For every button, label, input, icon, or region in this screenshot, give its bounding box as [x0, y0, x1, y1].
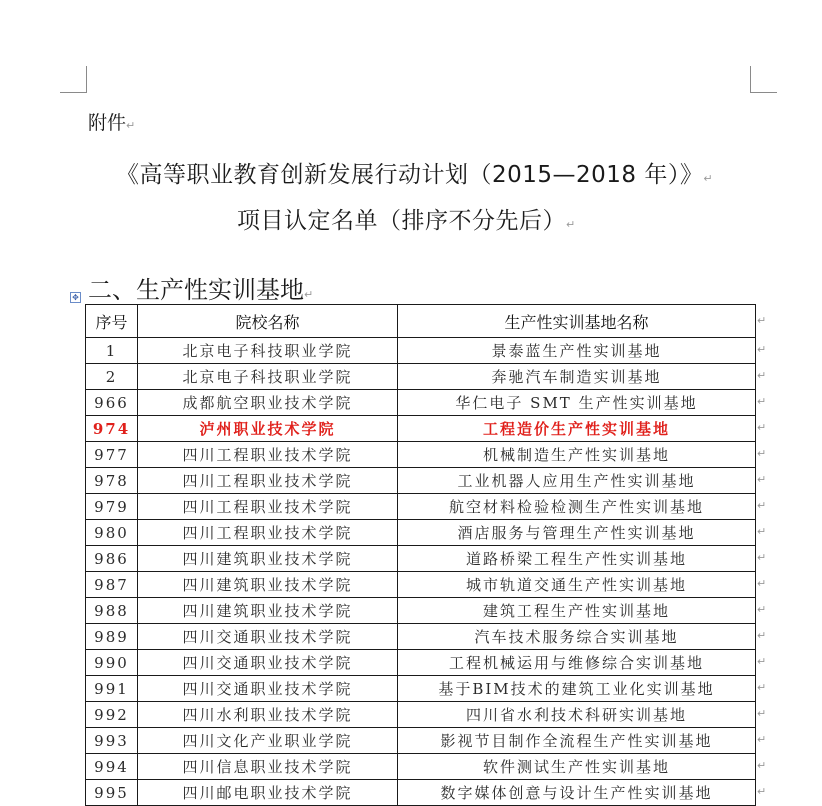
cell-no: 989 [86, 624, 138, 650]
cell-base: 建筑工程生产性实训基地 [398, 598, 756, 624]
table-row [86, 494, 756, 520]
cell-base: 城市轨道交通生产性实训基地 [398, 572, 756, 598]
cell-base: 奔驰汽车制造实训基地 [398, 364, 756, 390]
cell-school: 四川邮电职业技术学院 [138, 780, 398, 806]
row-end-mark: ↵ [757, 395, 767, 408]
cell-no: 992 [86, 702, 138, 728]
cell-school: 泸州职业技术学院 [138, 416, 398, 442]
cell-no: 978 [86, 468, 138, 494]
row-end-mark: ↵ [757, 603, 767, 616]
cell-school: 四川工程职业技术学院 [138, 520, 398, 546]
cell-no: 974 [86, 416, 138, 442]
cell-base: 影视节目制作全流程生产性实训基地 [398, 728, 756, 754]
cell-no: 995 [86, 780, 138, 806]
row-end-mark: ↵ [757, 551, 767, 564]
cell-school: 成都航空职业技术学院 [138, 390, 398, 416]
row-end-mark: ↵ [757, 525, 767, 538]
table-row [86, 390, 756, 416]
row-end-mark: ↵ [757, 785, 767, 798]
row-end-mark: ↵ [757, 655, 767, 668]
paragraph-mark: ↵ [703, 172, 714, 185]
cell-base: 华仁电子 SMT 生产性实训基地 [398, 390, 756, 416]
move-handle-icon[interactable]: ✥ [70, 292, 81, 303]
cell-base: 软件测试生产性实训基地 [398, 754, 756, 780]
header-no: 序号 [86, 305, 138, 338]
table-row [86, 780, 756, 806]
cell-school: 四川工程职业技术学院 [138, 494, 398, 520]
cell-no: 993 [86, 728, 138, 754]
row-end-mark: ↵ [757, 421, 767, 434]
section-heading: 二、生产性实训基地↵ [88, 276, 314, 304]
table-row [86, 676, 756, 702]
cell-no: 988 [86, 598, 138, 624]
cell-school: 四川建筑职业技术学院 [138, 572, 398, 598]
cell-base: 道路桥梁工程生产性实训基地 [398, 546, 756, 572]
cell-school: 四川水利职业技术学院 [138, 702, 398, 728]
table-row [86, 468, 756, 494]
row-end-mark: ↵ [757, 343, 767, 356]
cell-school: 四川交通职业技术学院 [138, 650, 398, 676]
cell-base: 汽车技术服务综合实训基地 [398, 624, 756, 650]
header-base: 生产性实训基地名称 [398, 305, 756, 338]
cell-no: 994 [86, 754, 138, 780]
cell-no: 966 [86, 390, 138, 416]
cell-no: 990 [86, 650, 138, 676]
row-end-mark: ↵ [757, 473, 767, 486]
header-school: 院校名称 [138, 305, 398, 338]
cell-base: 四川省水利技术科研实训基地 [398, 702, 756, 728]
cell-no: 979 [86, 494, 138, 520]
row-end-mark: ↵ [757, 759, 767, 772]
cell-school: 四川工程职业技术学院 [138, 442, 398, 468]
row-end-mark: ↵ [757, 447, 767, 460]
cell-school: 四川文化产业职业学院 [138, 728, 398, 754]
cell-school: 四川交通职业技术学院 [138, 624, 398, 650]
table-row [86, 364, 756, 390]
cell-base: 酒店服务与管理生产性实训基地 [398, 520, 756, 546]
row-end-mark: ↵ [757, 499, 767, 512]
page-corner-top-left [60, 66, 87, 93]
table-row [86, 520, 756, 546]
table-row [86, 598, 756, 624]
attachment-label: 附件↵ [88, 112, 136, 134]
cell-school: 四川建筑职业技术学院 [138, 598, 398, 624]
paragraph-mark: ↵ [304, 288, 314, 301]
base-list-table [85, 304, 756, 806]
table-row [86, 754, 756, 780]
row-end-mark: ↵ [757, 707, 767, 720]
cell-base: 工业机器人应用生产性实训基地 [398, 468, 756, 494]
cell-base: 工程造价生产性实训基地 [398, 416, 756, 442]
title-line-2: 项目认定名单（排序不分先后）↵ [237, 208, 576, 234]
title-line-1: 《高等职业教育创新发展行动计划（2015—2018 年）》↵ [116, 162, 714, 188]
table-row [86, 728, 756, 754]
row-end-mark: ↵ [757, 681, 767, 694]
row-end-mark: ↵ [757, 369, 767, 382]
table-row [86, 338, 756, 364]
row-end-mark: ↵ [757, 577, 767, 590]
paragraph-mark: ↵ [126, 119, 136, 132]
cell-no: 977 [86, 442, 138, 468]
table-row [86, 546, 756, 572]
cell-school: 四川工程职业技术学院 [138, 468, 398, 494]
page-corner-top-right [750, 66, 777, 93]
cell-no: 1 [86, 338, 138, 364]
cell-base: 工程机械运用与维修综合实训基地 [398, 650, 756, 676]
row-end-mark: ↵ [757, 629, 767, 642]
row-end-mark: ↵ [757, 733, 767, 746]
cell-school: 四川交通职业技术学院 [138, 676, 398, 702]
cell-school: 北京电子科技职业学院 [138, 338, 398, 364]
cell-school: 北京电子科技职业学院 [138, 364, 398, 390]
row-end-mark: ↵ [757, 314, 767, 327]
cell-no: 2 [86, 364, 138, 390]
cell-no: 987 [86, 572, 138, 598]
cell-base: 景泰蓝生产性实训基地 [398, 338, 756, 364]
paragraph-mark: ↵ [566, 218, 576, 231]
table-row [86, 442, 756, 468]
cell-school: 四川信息职业技术学院 [138, 754, 398, 780]
cell-base: 数字媒体创意与设计生产性实训基地 [398, 780, 756, 806]
table-row [86, 572, 756, 598]
table-row [86, 624, 756, 650]
cell-school: 四川建筑职业技术学院 [138, 546, 398, 572]
table-row [86, 702, 756, 728]
table-row [86, 650, 756, 676]
row-end-marks [757, 304, 766, 805]
cell-base: 基于BIM技术的建筑工业化实训基地 [398, 676, 756, 702]
cell-no: 991 [86, 676, 138, 702]
cell-base: 航空材料检验检测生产性实训基地 [398, 494, 756, 520]
cell-base: 机械制造生产性实训基地 [398, 442, 756, 468]
cell-no: 980 [86, 520, 138, 546]
table-header-row [86, 305, 756, 338]
cell-no: 986 [86, 546, 138, 572]
table-row [86, 416, 756, 442]
